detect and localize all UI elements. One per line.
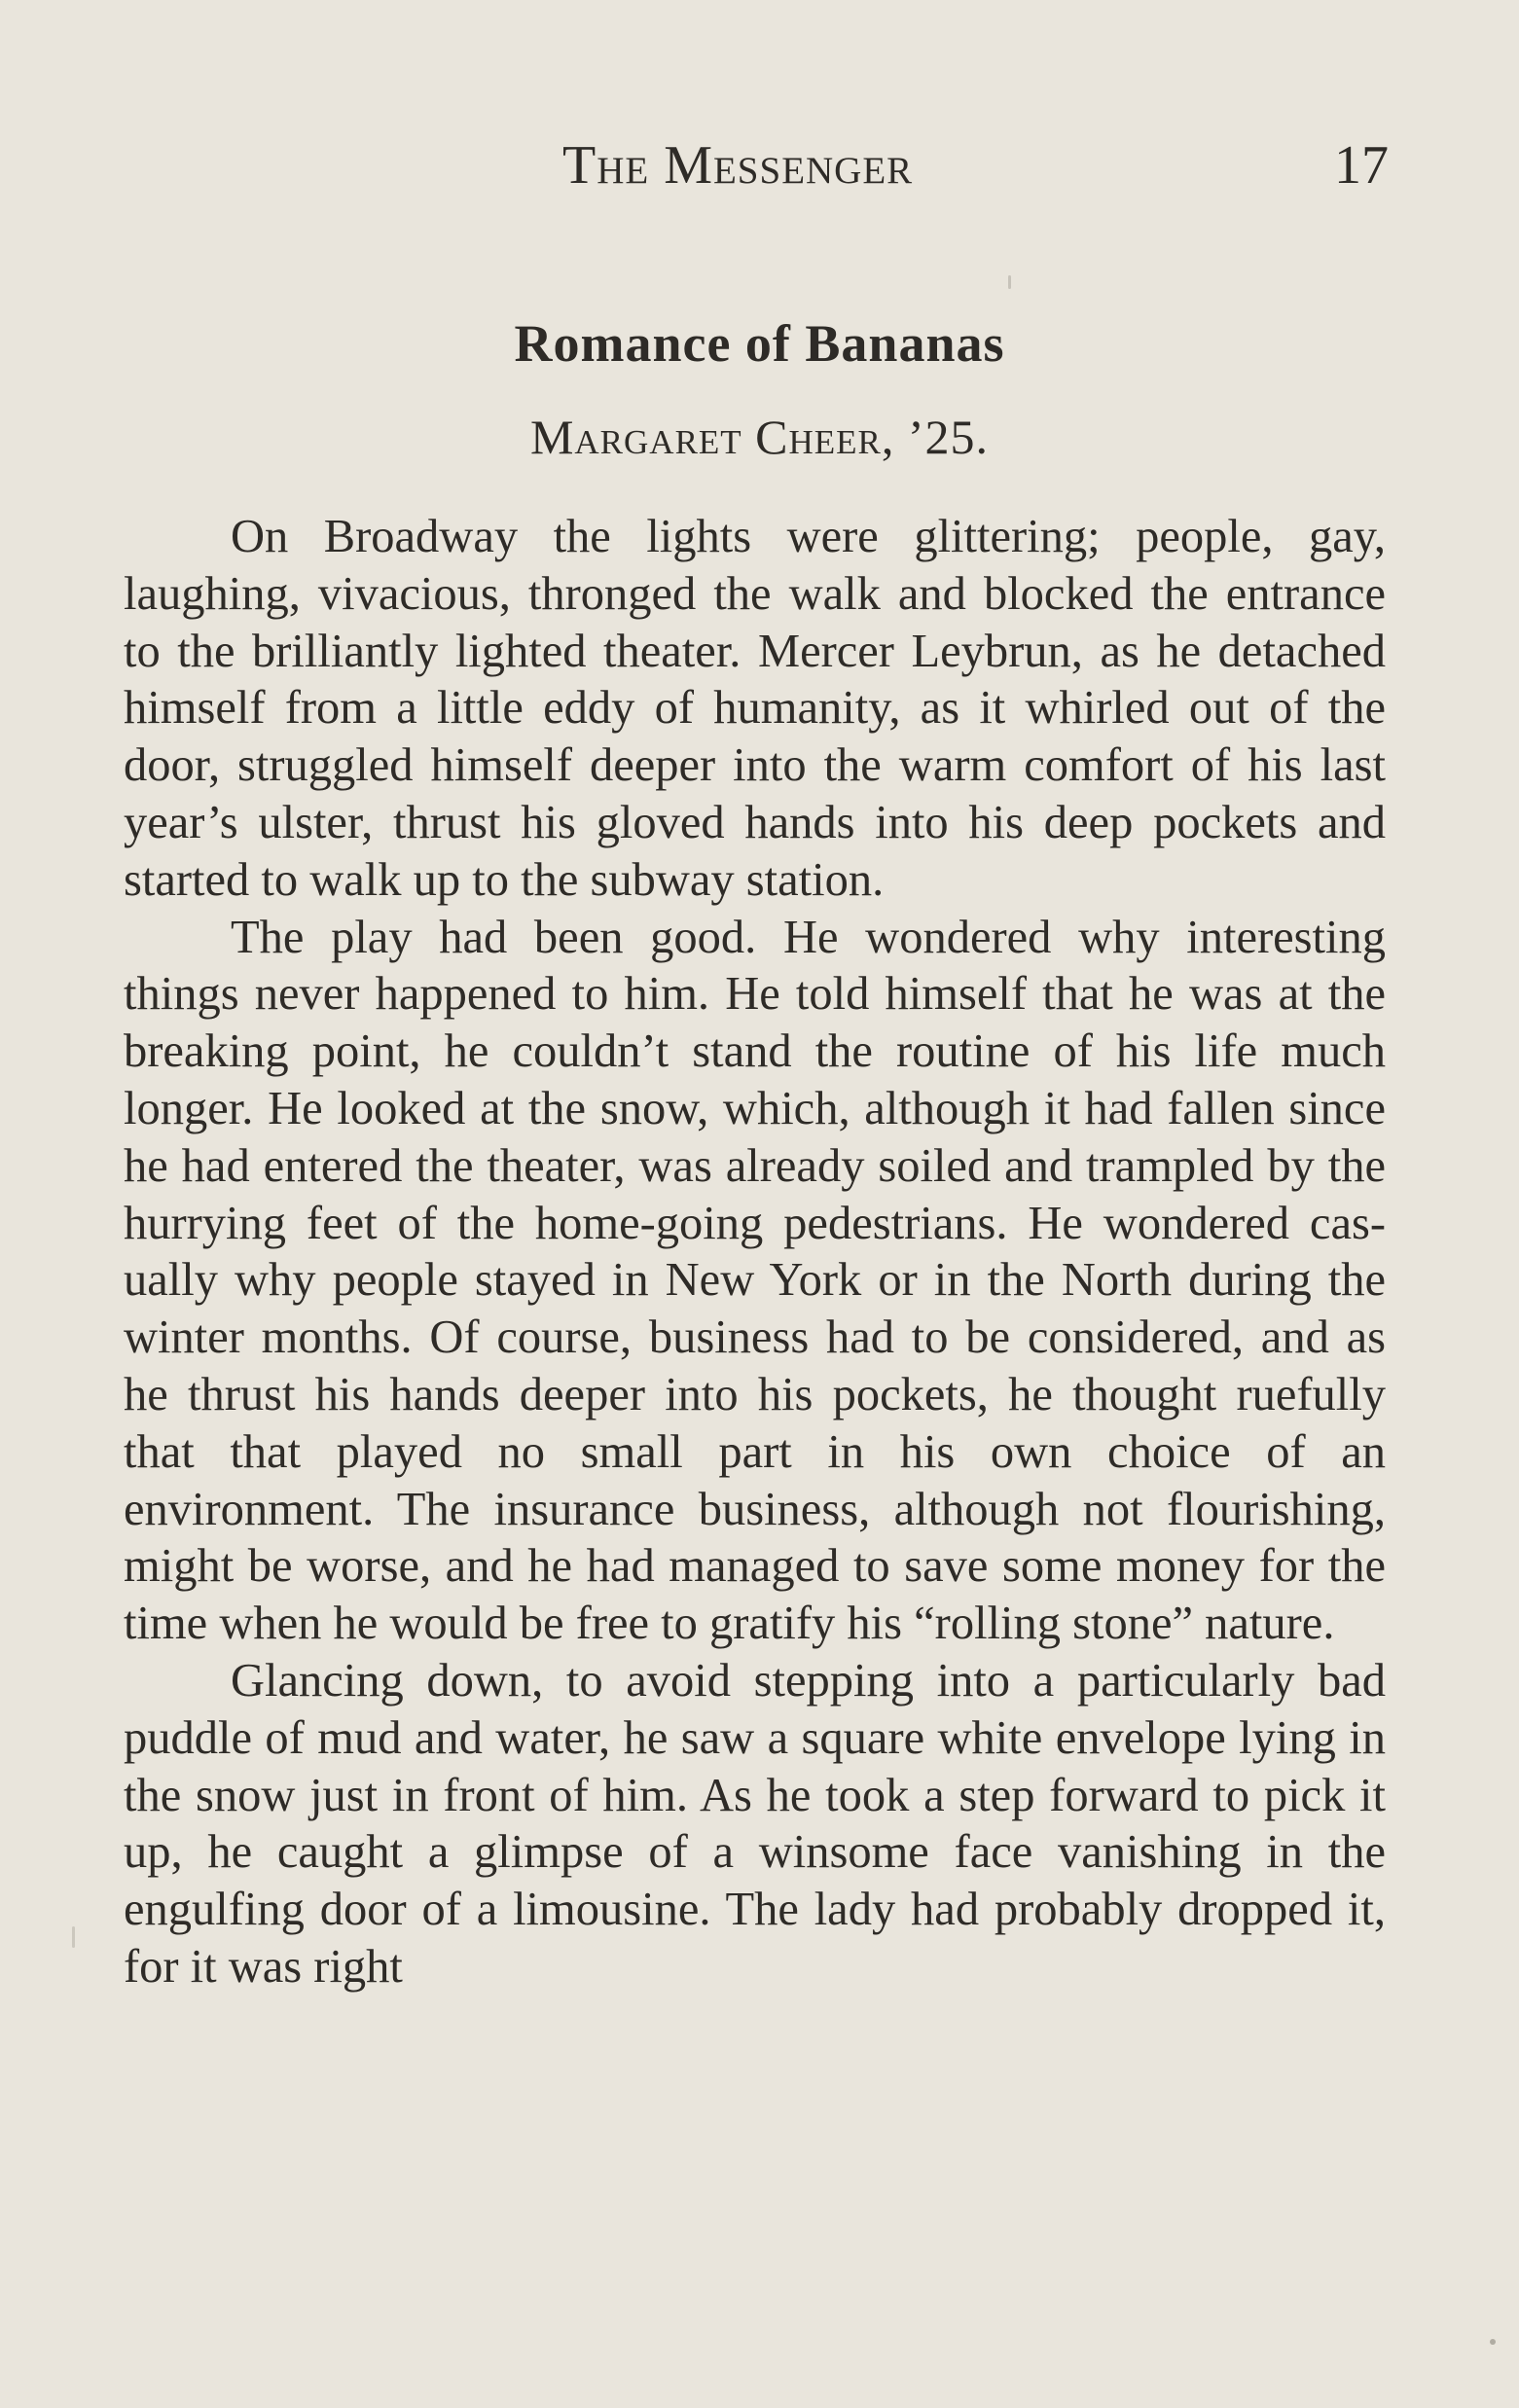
journal-title: The Messenger bbox=[562, 135, 914, 196]
paper-speck bbox=[72, 1926, 75, 1948]
running-head bbox=[0, 131, 1519, 199]
article-body bbox=[124, 509, 1386, 1996]
article-title: Romance of Bananas bbox=[514, 314, 1005, 373]
paragraph-2: The play had been good. He wondered why interesting things never happened to him. He told himself that he was at the breaking point, he couldn’t stand the routine of his life much longer. He looked at the snow, which, although it had fallen since he had entered the theater, was already soiled and trampled by the hurrying feet of the home-going pedestrians. He wondered casually why people stayed in New York or in the North during the winter months. Of course, business had to be considered, and as he thrust his hands deeper into his pockets, he thought ruefully that that played no small part in his own choice of an environment. The insurance business, although not flourishing, might be worse, and he had managed to save some money for the time when he would be free to gratify his “rolling stone” nature. bbox=[124, 911, 1386, 1650]
paragraph-3: Glancing down, to avoid stepping into a particularly bad puddle of mud and water, he saw a square white envelope lying in the snow just in front of him. As he took a step forward to pick it up, he caught a glimpse of a winsome face vanishing in the engulfing door of a limousine. The lady had probably dropped it, for it was right bbox=[124, 1654, 1386, 1993]
paragraph-1: On Broadway the lights were glittering; people, gay, laughing, vivacious, thronged the walk and blocked the entrance to the brilliantly lighted theater. Mercer Leybrun, as he detached himself from a little eddy of humanity, as it whirled out of the door, struggled himself deeper into the warm comfort of his last year’s ulster, thrust his gloved hands into his deep pockets and started to walk up to the subway station. bbox=[124, 511, 1386, 906]
paper-speck bbox=[1008, 275, 1011, 289]
paper-speck bbox=[1490, 2339, 1496, 2345]
article-byline: Margaret Cheer, ’25. bbox=[529, 410, 990, 464]
page-number: 17 bbox=[1334, 135, 1389, 196]
